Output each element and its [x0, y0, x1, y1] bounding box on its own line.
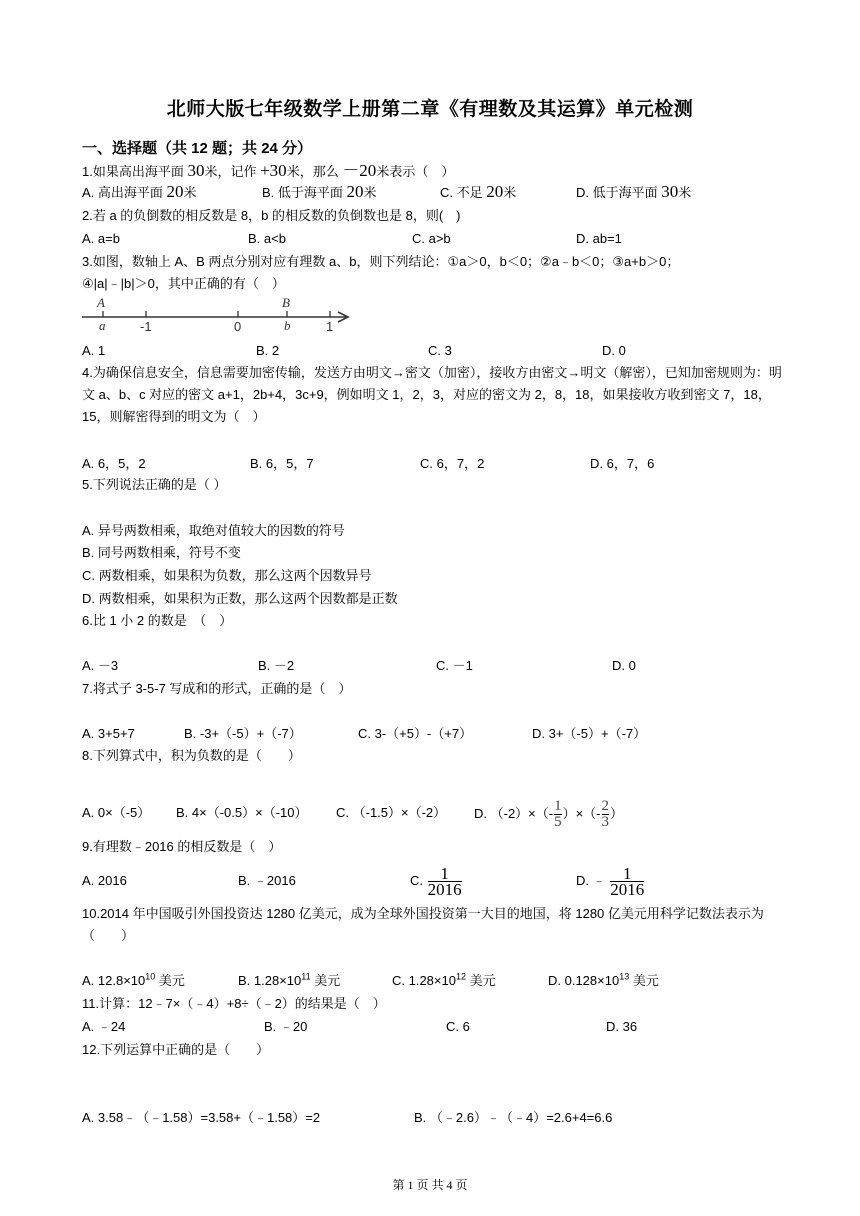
question-5-option-c: C. 两数相乘，如果积为负数，那么这两个因数异号: [82, 568, 372, 583]
question-4-option-c: C. 6，7，2: [420, 456, 485, 471]
question-11-option-b: B. ﹣20: [264, 1019, 308, 1034]
fraction-one-fifth: $\frac{1}{5}$: [554, 798, 562, 831]
page-footer: 第 1 页 共 4 页: [392, 1178, 468, 1192]
question-3-option-d: D. 0: [602, 343, 626, 358]
question-3-option-c: C. 3: [428, 343, 452, 358]
question-6-option-b: B. －2: [258, 658, 295, 673]
tick-label-1: 1: [326, 319, 334, 334]
question-7-option-b: B. -3+（-5）+（-7）: [184, 726, 302, 741]
question-2-option-a: A. a=b: [82, 231, 120, 246]
question-3-option-a: A. 1: [82, 343, 106, 358]
question-5-option-b: B. 同号两数相乘，符号不变: [82, 545, 241, 560]
question-12-option-a: A. 3.58﹣（﹣1.58）=3.58+（﹣1.58）=2: [82, 1110, 321, 1125]
question-10-stem: 10.2014 年中国吸引外国投资达 1280 亿美元，成为全球外国投资第一大目的地国，将 1280 亿美元用科学记数法表示为（ ）: [82, 906, 764, 943]
question-12-stem: 12.下列运算中正确的是（ ）: [82, 1042, 270, 1057]
question-9-option-c: C. $\frac{1}{2016}$: [410, 864, 462, 900]
fraction-one-over-2016-negative: $\frac{1}{2016}$: [610, 864, 645, 900]
question-10-option-c: C. $1.28\times 10^{12}$ 美元: [392, 971, 496, 988]
question-1-option-c: C. 不足 20米: [440, 182, 517, 201]
question-12-option-b: B. （﹣2.6）﹣（﹣4）=2.6+4=6.6: [414, 1110, 613, 1125]
number-line-figure: [80, 294, 360, 338]
page-title: 北师大版七年级数学上册第二章《有理数及其运算》单元检测: [166, 99, 694, 120]
question-7-option-a: A. 3+5+7: [82, 726, 135, 741]
question-8-option-a: A. 0×（-5）: [82, 805, 151, 820]
question-10-option-d: D. $0.128\times 10^{13}$ 美元: [548, 971, 659, 988]
question-6-option-a: A. －3: [82, 658, 119, 673]
question-7-stem: 7.将式子 3-5-7 写成和的形式，正确的是（ ）: [82, 681, 352, 696]
question-9-option-a: A. 2016: [82, 873, 127, 888]
question-10-option-a: A. $12.8\times 10^{10}$ 美元: [82, 971, 185, 988]
question-4-stem: 4.为确保信息安全，信息需要加密传输，发送方由明文→密文（加密），接收方由密文→明文（解密），已知加密规则为：明文 a、b、c 对应的密文 a+1，2b+4，3c+9，例如明文 1，2，3，对应的密文为 2，8，18，如果接收方收到密文 7，18，15，则解密得到的明文为（ ）: [82, 365, 782, 424]
fraction-one-over-2016: $\frac{1}{2016}$: [427, 864, 462, 900]
question-8-option-d: D. （-2）×（- $\frac{1}{5}$ ）×（- $\frac{2}{3}$ ）: [474, 798, 624, 831]
question-11-option-d: D. 36: [606, 1019, 638, 1034]
question-3-stem-line-2: ④|a|﹣|b|＞0，其中正确的有（ ）: [82, 276, 285, 291]
question-2-option-d: D. ab=1: [576, 231, 622, 246]
point-a-var: a: [99, 318, 106, 333]
question-7-option-d: D. 3+（-5）+（-7）: [532, 726, 647, 741]
question-1-option-d: D. 低于海平面 30米: [576, 182, 692, 201]
question-10-option-b: B. $1.28\times 10^{11}$ 美元: [238, 971, 341, 988]
question-6-option-d: D. 0: [612, 658, 636, 673]
question-2-option-c: C. a>b: [412, 231, 451, 246]
question-9-stem: 9.有理数﹣2016 的相反数是（ ）: [82, 839, 282, 854]
question-8-option-b: B. 4×（-0.5）×（-10）: [176, 805, 308, 820]
question-3-option-b: B. 2: [256, 343, 280, 358]
question-11-option-c: C. 6: [446, 1019, 470, 1034]
question-4-option-b: B. 6，5，7: [250, 456, 314, 471]
question-9-option-b: B. ﹣2016: [238, 873, 296, 888]
question-6-stem: 6.比 1 小 2 的数是 （ ）: [82, 613, 233, 628]
question-11-option-a: A. ﹣24: [82, 1019, 126, 1034]
question-8-stem: 8.下列算式中，积为负数的是（ ）: [82, 748, 301, 763]
question-4-option-d: D. 6，7，6: [590, 456, 655, 471]
question-1-option-a: A. 高出海平面 20米: [82, 182, 197, 201]
question-9-option-d: D. ﹣ $\frac{1}{2016}$: [576, 864, 645, 900]
section-heading: 一、选择题（共 12 题；共 24 分）: [82, 140, 313, 157]
question-2-stem: 2.若 a 的负倒数的相反数是 8，b 的相反数的负倒数也是 8，则( ): [82, 208, 461, 223]
point-b-var: b: [284, 318, 291, 333]
question-6-option-c: C. －1: [436, 658, 473, 673]
point-b-label: B: [282, 295, 290, 310]
question-5-stem: 5.下列说法正确的是（ ）: [82, 477, 227, 492]
question-11-stem: 11.计算：12﹣7×（﹣4）+8÷（﹣2）的结果是（ ）: [82, 996, 386, 1011]
tick-label-minus-1: -1: [140, 319, 152, 334]
question-4-option-a: A. 6，5，2: [82, 456, 146, 471]
question-2-option-b: B. a<b: [248, 231, 286, 246]
question-3-stem-line-1: 3.如图，数轴上 A、B 两点分别对应有理数 a、b，则下列结论：①a＞0，b＜0；②a﹣b＜0；③a+b＞0；: [82, 254, 680, 269]
question-8-option-c: C. （-1.5）×（-2）: [336, 805, 447, 820]
question-1-stem: 1.如果高出海平面 30米，记作 +30米，那么 －20米表示（ ）: [82, 161, 455, 180]
question-1-option-b: B. 低于海平面 20米: [262, 182, 377, 201]
fraction-two-thirds: $\frac{2}{3}$: [601, 798, 610, 831]
question-5-option-d: D. 两数相乘，如果积为正数，那么这两个因数都是正数: [82, 591, 398, 606]
point-a-label: A: [97, 295, 105, 310]
question-5-option-a: A. 异号两数相乘，取绝对值较大的因数的符号: [82, 523, 345, 538]
tick-label-0: 0: [234, 319, 242, 334]
question-7-option-c: C. 3-（+5）-（+7）: [358, 726, 473, 741]
